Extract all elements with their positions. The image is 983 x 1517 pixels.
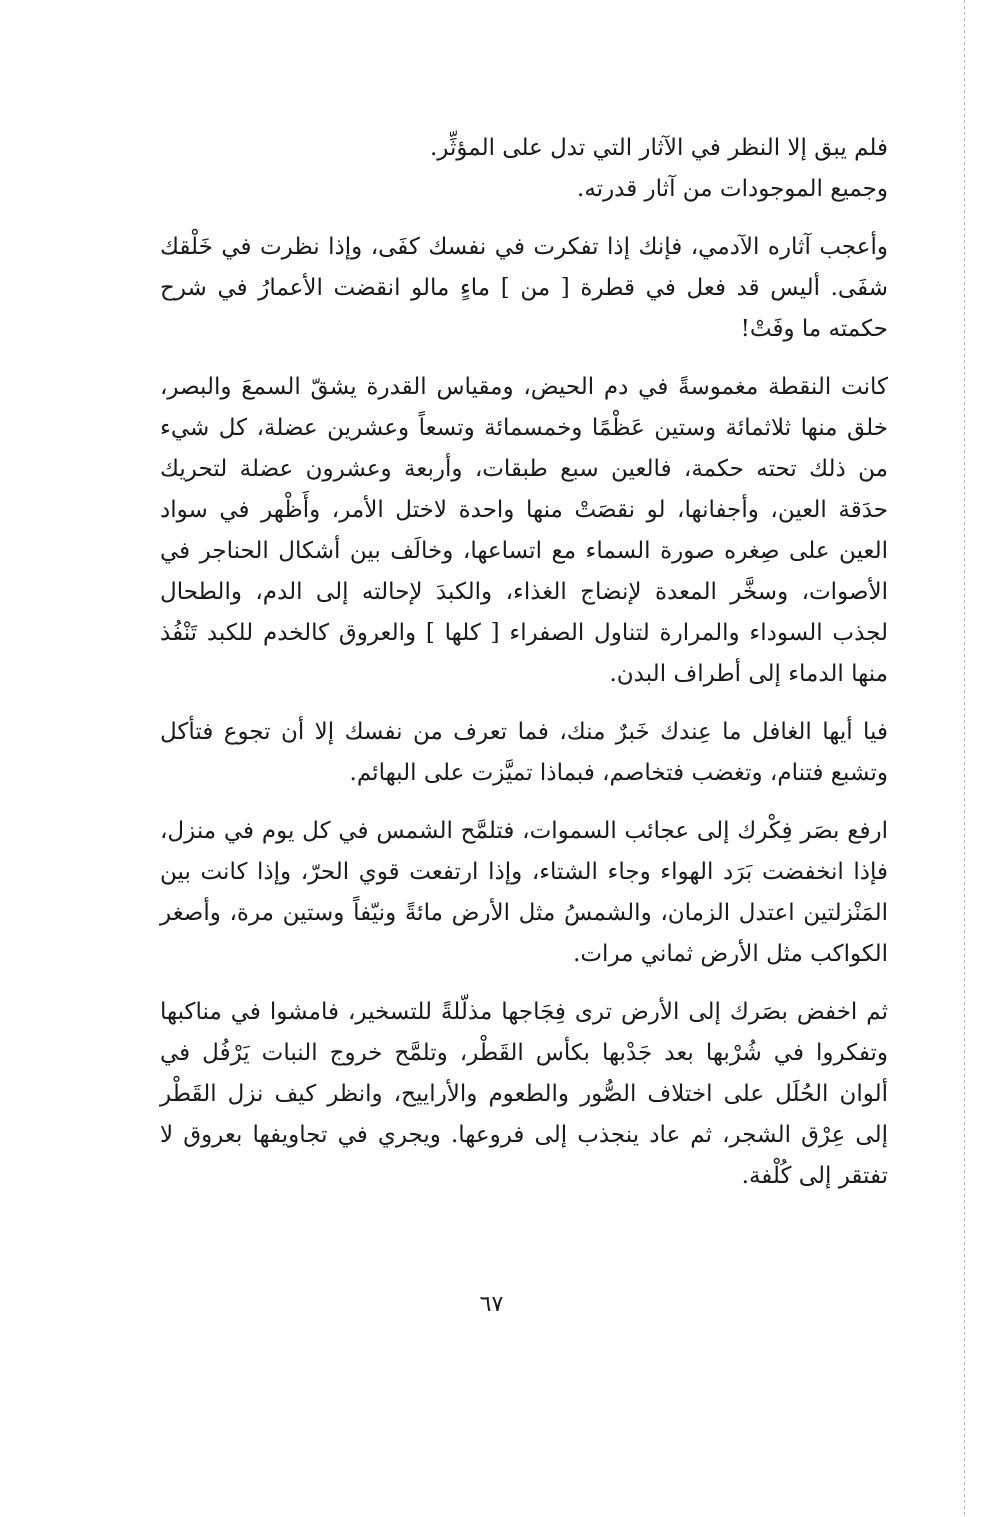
paragraph-samawat: ارفع بصَر فِكْرك إلى عجائب السموات، فتلمَّح الشمس في كل يوم في منزل، فإذا انخفضت بَرَد الهواء وجاء الشتاء، وإذا ارتفعت قوي الحرّ، وإذا كانت بين المَنْزلتين اعتدل الزمان، والشمسُ مثل الأرض مائةً ونيّفاً وستين مرة، وأصغر الكواكب مثل الأرض ثماني مرات. xyxy=(160,818,888,967)
paragraph-line-2: وجميع الموجودات من آثار قدرته. xyxy=(577,176,888,202)
paragraph-line-1: فلم يبق إلا النظر في الآثار التي تدل على المؤثِّر. xyxy=(429,135,888,161)
paragraph-ghafil: فيا أيها الغافل ما عِندك خَبرٌ منك، فما تعرف من نفسك إلا أن تجوع فتأكل وتشبع فتنام، وتغضب فتخاصم، فبماذا تميَّزت على البهائم. xyxy=(160,719,888,786)
paragraph-nuqta: كانت النقطة مغموسةً في دم الحيض، ومقياس القدرة يشقّ السمعَ والبصر، خلق منها ثلاثمائة وستين عَظْمًا وخمسمائة وتسعاً وعشرين عضلة، كل شيء من ذلك تحته حكمة، فالعين سبع طبقات، وأربعة وعشرون عضلة لتحريك حدَقة العين، وأجفانها، لو نقصَتْ منها واحدة لاختل الأمر، وأَظْهر في سواد العين على صِغره صورة السماء مع اتساعها، وخالَف بين أشكال الحناجر في الأصوات، وسخَّر المعدة لإنضاج الغذاء، والكبدَ لإحالته إلى الدم، والطحال لجذب السوداء والمرارة لتناول الصفراء [ كلها ] والعروق كالخدم للكبد تَنْفُذ منها الدماء إلى أطراف البدن. xyxy=(160,374,888,687)
paragraph-ard: ثم اخفض بصَرك إلى الأرض ترى فِجَاجها مذلّلةً للتسخير، فامشوا في مناكبها وتفكروا في شُرْبها بعد جَدْبها بكأس القَطْر، وتلمَّح خروج النبات يَرْفُل في ألوان الحُلَل على اختلاف الصُّور والطعوم والأراييح، وانظر كيف نزل القَطْر إلى عِرْق الشجر، ثم عاد ينجذب إلى فروعها. ويجري في تجاويفها بعروق لا تفتقر إلى كُلْفة. xyxy=(160,999,888,1189)
paragraph-adami: وأعجب آثاره الآدمي، فإنك إذا تفكرت في نفسك كفَى، وإذا نظرت في خَلْقك شفَى. أليس قد فعل في قطرة [ من ] ماءٍ مالو انقضت الأعمارُ في شرح حكمته ما وفَتْ! xyxy=(160,234,888,342)
page-number: ٦٧ xyxy=(479,1292,504,1317)
page-text xyxy=(160,128,888,1197)
